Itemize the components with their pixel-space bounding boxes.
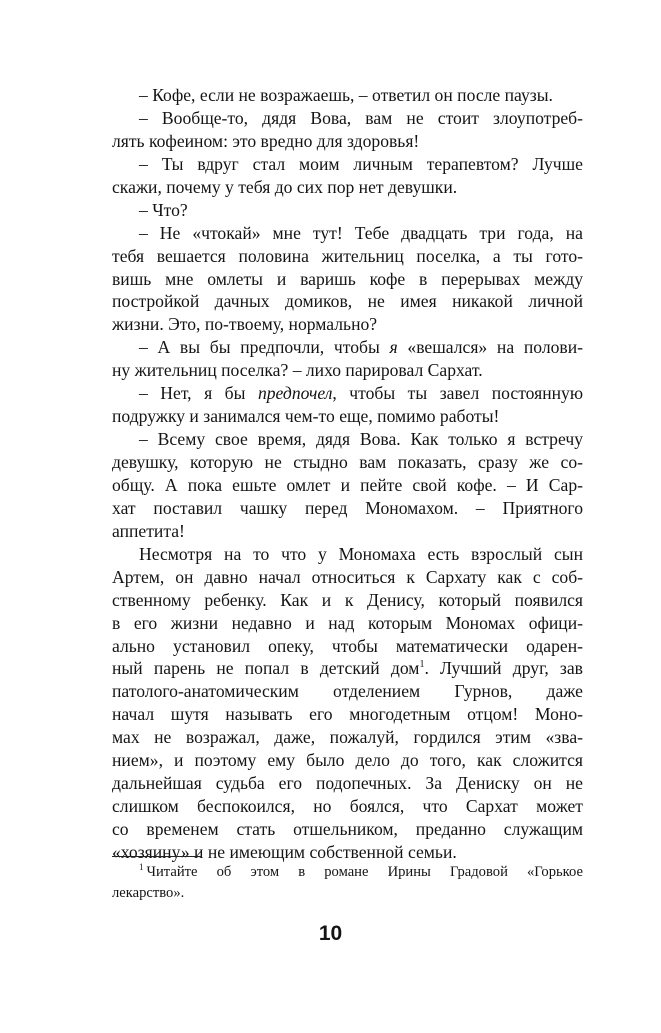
footnote-reference[interactable]: 1 [419, 659, 425, 671]
text-line: девушку, которую не стыдно вам показать, сразу же со- [112, 452, 583, 472]
text-line: ственному ребенку. Как и к Денису, который появился [112, 589, 583, 610]
text-line: постройкой дачных домиков, не имея никакой личной [112, 291, 583, 312]
text-line: в его жизни недавно и над которым Мономах офици- [112, 612, 583, 633]
page-number: 10 [318, 922, 343, 945]
text-line: тебя вешается половина жительниц поселка, а ты гото- [112, 245, 583, 266]
text-line: лять кофеином: это вредно для здоровья! [112, 130, 420, 151]
text-line: – Всему свое время, дядя Вова. Как только я встречу [139, 429, 583, 450]
text-line: – Вообще-то, дядя Вова, вам не стоит злоупотреб- [139, 107, 583, 128]
text-line: скажи, почему у тебя до сих пор нет девушки. [112, 176, 458, 197]
text-line: со временем стать отшельником, преданно служащим [112, 819, 583, 839]
italic-text: я [389, 337, 398, 358]
text-line: ально установил опеку, чтобы математически одарен- [112, 635, 583, 656]
page-text [112, 84, 583, 864]
text-line: подружку и занимался чем-то еще, помимо работы! [112, 406, 500, 427]
text-line [112, 336, 583, 359]
text-run: – А вы бы предпочли, чтобы [139, 337, 390, 358]
text-line: Несмотря на то что у Мономаха есть взрослый сын [139, 543, 583, 564]
text-run: . Лучший друг, зав [424, 658, 583, 679]
text-line: ну жительниц поселка? – лихо парировал Сархат. [112, 360, 483, 381]
text-line: дальнейшая судьба его подопечных. За Дениску он не [112, 773, 583, 794]
text-line [112, 657, 583, 680]
text-run: «вешался» на полови- [397, 337, 584, 358]
text-line: нием», и поэтому ему было дело до того, как сложится [112, 750, 583, 771]
footnote-text: Читайте об этом в романе Ирины Градовой «Горькое [146, 864, 583, 880]
text-line: хат поставил чашку перед Мономахом. – Приятного [112, 497, 583, 518]
text-line: начал шутя называть его многодетным отцом! Моно- [112, 704, 583, 725]
text-run: ный парень не попал в детский дом [112, 658, 420, 679]
text-line: Артем, он давно начал относиться к Сархату как с соб- [112, 566, 583, 587]
text-line: жизни. Это, по-твоему, нормально? [112, 314, 378, 335]
text-line [112, 382, 583, 405]
text-run: – Нет, я бы [139, 383, 258, 404]
footnote [112, 862, 583, 904]
text-line: – Ты вдруг стал моим личным терапевтом? Лучше [139, 153, 583, 174]
text-run: , чтобы ты завел постоянную [332, 383, 583, 404]
text-line: общу. А пока ешьте омлет и пейте свой кофе. – И Сар- [112, 474, 583, 495]
text-line: «хозяину» и не имеющим собственной семьи. [112, 841, 457, 862]
text-line: слишком беспокоился, но боялся, что Сархат может [112, 796, 583, 817]
text-line: патолого-анатомическим отделением Гурнов, даже [112, 681, 583, 702]
footnote-line: лекарство». [112, 885, 185, 901]
text-line: вишь мне омлеты и варишь кофе в перерывах между [112, 268, 583, 289]
text-line: – Что? [139, 199, 188, 220]
text-line: – Кофе, если не возражаешь, – ответил он после паузы. [139, 85, 553, 105]
italic-text: предпочел [257, 383, 333, 404]
footnote-divider [112, 856, 202, 857]
text-line: аппетита! [112, 520, 185, 541]
footnote-line [112, 862, 583, 883]
text-line: мах не возражал, даже, пожалуй, гордился этим «зва- [112, 727, 583, 748]
footnote-mark: 1 [139, 862, 144, 873]
text-line: – Не «чтокай» мне тут! Тебе двадцать три года, на [139, 222, 583, 243]
